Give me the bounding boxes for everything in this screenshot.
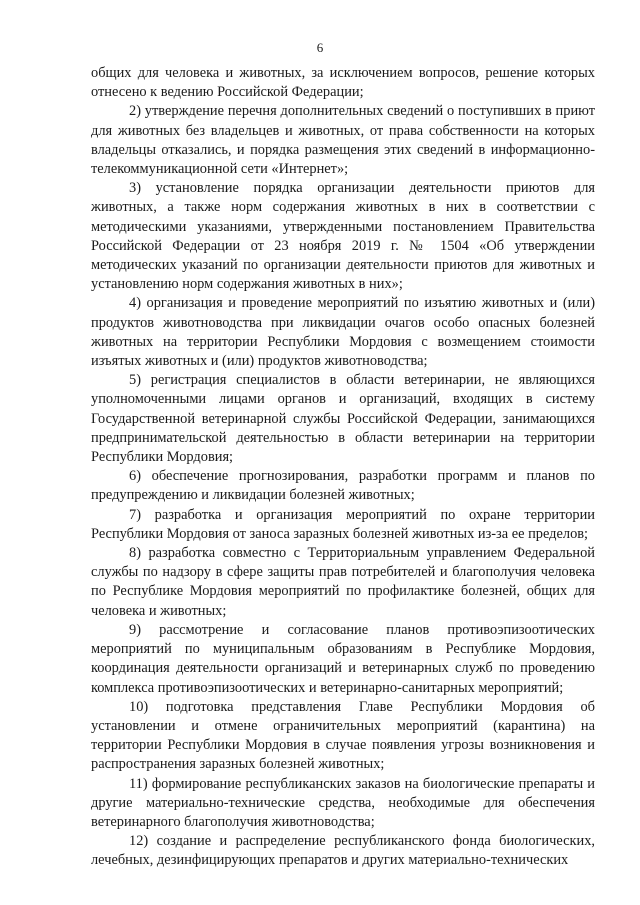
list-item-3: 3) установление порядка организации деятельности приютов для животных, а также норм содержания животных в них в соответствии с методическими указаниями, утвержденными постановлением Правительства Российской Федерации от 23 ноября 2019 г. № 1504 «Об утверждении методических указаний по организации деятельности приютов для животных и установлению норм содержания животных в них»;: [91, 180, 595, 293]
paragraph-continuation: общих для человека и животных, за исключением вопросов, решение которых отнесено к ведению Российской Федерации;: [91, 65, 595, 101]
list-item-7: 7) разработка и организация мероприятий по охране территории Республики Мордовия от заноса заразных болезней животных из-за ее пределов;: [91, 506, 595, 542]
list-item-8: 8) разработка совместно с Территориальным управлением Федеральной службы по надзору в сфере защиты прав потребителей и благополучия человека по Республике Мордовия мероприятий по профилактике болезней, общих для человека и животных;: [91, 545, 595, 619]
list-item-12: 12) создание и распределение республиканского фонда биологических, лечебных, дезинфицирующих препаратов и других материально-технических: [91, 833, 595, 869]
list-item-2: 2) утверждение перечня дополнительных сведений о поступивших в приют для животных без владельцев и животных, от права собственности на которых владельцы отказались, и порядка размещения этих сведений в информационно-телекоммуникационной сети «Интернет»;: [91, 103, 595, 178]
list-item-9: 9) рассмотрение и согласование планов противоэпизоотических мероприятий по муниципальным образованиям в Республике Мордовия, координация деятельности организаций и ветеринарных служб по проведению комплекса противоэпизоотических и ветеринарно-санитарных мероприятий;: [91, 621, 595, 696]
list-item-11: 11) формирование республиканских заказов на биологические препараты и другие материально-технические средства, необходимые для обеспечения ветеринарного благополучия животноводства;: [91, 775, 595, 830]
list-item-10: 10) подготовка представления Главе Республики Мордовия об установлении и отмене ограничительных мероприятий (карантина) на территории Республики Мордовия в случае появления угрозы возникновения и распространения заразных болезней животных;: [91, 698, 595, 773]
page-number: 6: [316, 40, 324, 55]
list-item-4: 4) организация и проведение мероприятий по изъятию животных и (или) продуктов животноводства при ликвидации очагов особо опасных болезней животных на территории Республики Мордовия с возмещением стоимости изъятых животных и (или) продуктов животноводства;: [91, 295, 595, 370]
list-item-5: 5) регистрация специалистов в области ветеринарии, не являющихся уполномоченными лицами органов и организаций, входящих в систему Государственной ветеринарной службы Российской Федерации, занимающихся предпринимательской деятельностью в области ветеринарии на территории Республики Мордовия;: [91, 372, 595, 466]
list-item-6: 6) обеспечение прогнозирования, разработки программ и планов по предупреждению и ликвидации болезней животных;: [91, 468, 595, 504]
document-body: [91, 64, 595, 871]
